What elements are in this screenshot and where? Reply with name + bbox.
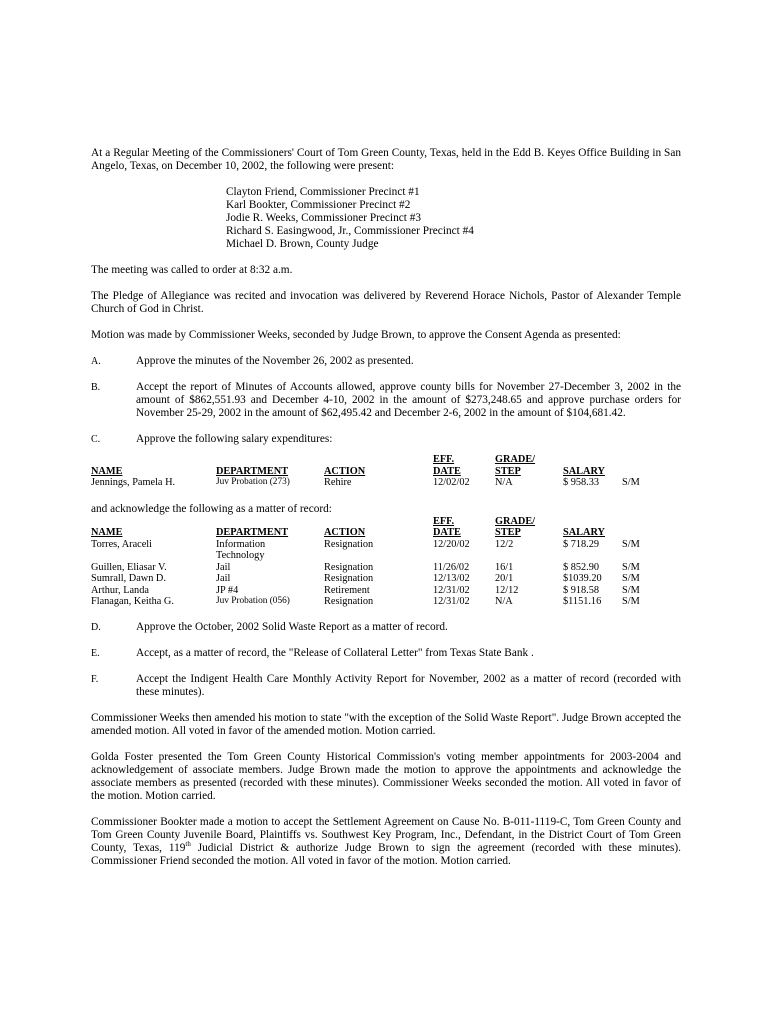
cell-action: Resignation <box>324 561 374 573</box>
cell-date: 12/02/02 <box>433 477 470 488</box>
agenda-item-c <box>91 433 681 446</box>
table-row <box>91 539 662 551</box>
col-eff-date <box>433 516 495 539</box>
cell-step: 12/2 <box>495 538 514 550</box>
cell-department: Jail <box>216 573 231 584</box>
cell-salary: $1151.16 <box>563 596 602 607</box>
acknowledge-text: and acknowledge the following as a matter of record: <box>91 502 332 515</box>
eff-label: EFF. <box>433 454 455 465</box>
cell-name: Guillen, Eliasar V. <box>91 561 167 573</box>
table-header-row <box>91 454 662 477</box>
cell-date: 11/26/02 <box>433 561 470 573</box>
item-label: F. <box>91 673 99 685</box>
cell-period: S/M <box>622 596 640 607</box>
item-label: B. <box>91 382 101 393</box>
col-grade-step <box>495 454 563 477</box>
bookter-text-b: Judicial District & authorize Judge Brown to sign the agreement (recorded with these minutes). Commissioner Friend seconded the motion. All voted in favor of the motion. Motion carried. <box>91 841 682 867</box>
agenda-item-f <box>91 673 681 699</box>
cell-salary: $ 718.29 <box>563 538 600 550</box>
table-row <box>91 585 662 597</box>
cell-salary: $ 852.90 <box>563 561 600 573</box>
cell-name <box>91 550 216 562</box>
cell-action: Rehire <box>324 477 352 488</box>
table-row <box>91 477 662 489</box>
cell-name: Sumrall, Dawn D. <box>91 573 166 584</box>
col-name: NAME <box>91 465 123 477</box>
cell-name: Flanagan, Keitha G. <box>91 596 174 607</box>
cell-action: Retirement <box>324 584 370 596</box>
cell-department: Information <box>216 538 266 550</box>
intro-paragraph: At a Regular Meeting of the Commissioners' Court of Tom Green County, Texas, held in the Edd B. Keyes Office Building in San Angelo, Texas, on December 10, 2002, the following were present: <box>91 147 681 172</box>
attendee: Richard S. Easingwood, Jr., Commissioner Precinct #4 <box>226 225 474 237</box>
table-row <box>91 596 662 608</box>
bookter-text-a: Commissioner Bookter made a motion to accept the Settlement Agreement on Cause No. B-011-1119-C, Tom Green County and Tom Green County Juvenile Board, Plaintiffs vs. Southwest Key Program, Inc., Defendant, in the District Court of Tom Green County, Texas, 119 <box>91 815 681 854</box>
cell-date: 12/13/02 <box>433 573 470 584</box>
pledge-paragraph: The Pledge of Allegiance was recited and invocation was delivered by Reverend Horace Nichols, Pastor of Alexander Temple Church of God in Christ. <box>91 290 681 315</box>
col-action: ACTION <box>324 527 366 538</box>
step-label: STEP <box>495 465 521 477</box>
item-label: E. <box>91 647 100 659</box>
attendee: Jodie R. Weeks, Commissioner Precinct #3 <box>226 212 421 224</box>
item-label: A. <box>91 356 101 367</box>
table-row <box>91 562 662 574</box>
attendee: Karl Bookter, Commissioner Precinct #2 <box>226 199 411 211</box>
cell-salary: $ 958.33 <box>563 477 600 488</box>
salary-table-2 <box>91 516 662 608</box>
eff-label: EFF. <box>433 515 455 527</box>
cell-action: Resignation <box>324 573 374 584</box>
document-page <box>91 147 681 881</box>
bookter-motion-paragraph <box>91 816 681 868</box>
cell-step: N/A <box>495 596 513 607</box>
col-department: DEPARTMENT <box>216 527 289 538</box>
called-to-order: The meeting was called to order at 8:32 a.m. <box>91 264 293 276</box>
item-label: D. <box>91 621 101 633</box>
salary-table-1 <box>91 454 662 489</box>
table-row <box>91 573 662 585</box>
cell-department: Technology <box>216 550 265 561</box>
cell-step <box>495 550 563 562</box>
step-label: STEP <box>495 527 521 538</box>
cell-date: 12/20/02 <box>433 538 470 550</box>
cell-department: Juv Probation (273) <box>216 477 290 487</box>
cell-period: S/M <box>622 561 640 573</box>
item-label: C. <box>91 434 101 445</box>
item-text: Approve the following salary expenditures: <box>136 433 333 445</box>
item-text: Accept the Indigent Health Care Monthly Activity Report for November, 2002 as a matter of record (recorded with these minutes). <box>136 672 681 698</box>
attendee: Michael D. Brown, County Judge <box>226 238 379 250</box>
grade-label: GRADE/ <box>495 515 536 527</box>
col-name: NAME <box>91 527 123 538</box>
cell-department: Jail <box>216 561 231 573</box>
item-text: Approve the minutes of the November 26, 2002 as presented. <box>136 355 414 367</box>
col-action: ACTION <box>324 465 366 477</box>
weeks-amend-paragraph: Commissioner Weeks then amended his motion to state "with the exception of the Solid Waste Report". Judge Brown accepted the amended motion. All voted in favor of the amended motion. Motion carried. <box>91 711 681 737</box>
cell-salary <box>563 550 622 562</box>
item-text: Accept, as a matter of record, the "Release of Collateral Letter" from Texas State Bank . <box>136 646 534 659</box>
cell-period: S/M <box>622 573 640 584</box>
item-text: Approve the October, 2002 Solid Waste Report as a matter of record. <box>136 620 448 633</box>
cell-action: Resignation <box>324 538 374 550</box>
cell-step: N/A <box>495 477 513 488</box>
date-label: DATE <box>433 527 461 538</box>
attendee-list <box>226 186 681 251</box>
cell-salary: $1039.20 <box>563 573 602 584</box>
cell-date: 12/31/02 <box>433 596 470 607</box>
motion-intro: Motion was made by Commissioner Weeks, seconded by Judge Brown, to approve the Consent Agenda as presented: <box>91 329 621 341</box>
cell-name: Torres, Araceli <box>91 538 153 550</box>
cell-date <box>433 550 495 562</box>
col-grade-step <box>495 516 563 539</box>
golda-foster-paragraph: Golda Foster presented the Tom Green County Historical Commission's voting member appointments for 2003-2004 and acknowledgement of associate members. Judge Brown made the motion to approve the appointments and acknowledge the associate members as presented (recorded with these minutes). Commissioner Weeks seconded the motion. All voted in favor of the motion. Motion carried. <box>91 750 681 802</box>
cell-step: 12/12 <box>495 584 519 596</box>
agenda-item-b <box>91 381 681 420</box>
cell-salary: $ 918.58 <box>563 584 600 596</box>
agenda-item-e <box>91 647 681 660</box>
col-salary: SALARY <box>563 527 605 538</box>
ordinal-suffix: th <box>185 839 191 848</box>
cell-date: 12/31/02 <box>433 584 470 596</box>
agenda-item-d <box>91 621 681 634</box>
table-row <box>91 550 662 562</box>
cell-step: 20/1 <box>495 573 514 584</box>
cell-action <box>324 550 433 562</box>
grade-label: GRADE/ <box>495 454 536 465</box>
cell-name: Arthur, Landa <box>91 584 149 596</box>
cell-department: JP #4 <box>216 584 239 596</box>
cell-period: S/M <box>622 538 640 550</box>
cell-step: 16/1 <box>495 561 514 573</box>
date-label: DATE <box>433 465 461 477</box>
table-header-row <box>91 516 662 539</box>
attendee: Clayton Friend, Commissioner Precinct #1 <box>226 186 420 198</box>
agenda-item-a <box>91 355 681 368</box>
cell-period <box>622 550 662 562</box>
cell-name: Jennings, Pamela H. <box>91 477 176 488</box>
cell-department: Juv Probation (056) <box>216 596 290 606</box>
item-text: Accept the report of Minutes of Accounts allowed, approve county bills for November 27-December 3, 2002 in the amount of $862,551.93 and December 4-10, 2002 in the amount of $273,248.65 and approve purchase orders for November 25-29, 2002 in the amount of $62,495.42 and December 2-6, 2002 in the amount of $104,681.42. <box>136 381 681 419</box>
cell-action: Resignation <box>324 596 374 607</box>
col-department: DEPARTMENT <box>216 465 289 477</box>
col-salary: SALARY <box>563 465 605 477</box>
cell-period: S/M <box>622 584 640 596</box>
cell-period: S/M <box>622 477 640 488</box>
col-eff-date <box>433 454 495 477</box>
